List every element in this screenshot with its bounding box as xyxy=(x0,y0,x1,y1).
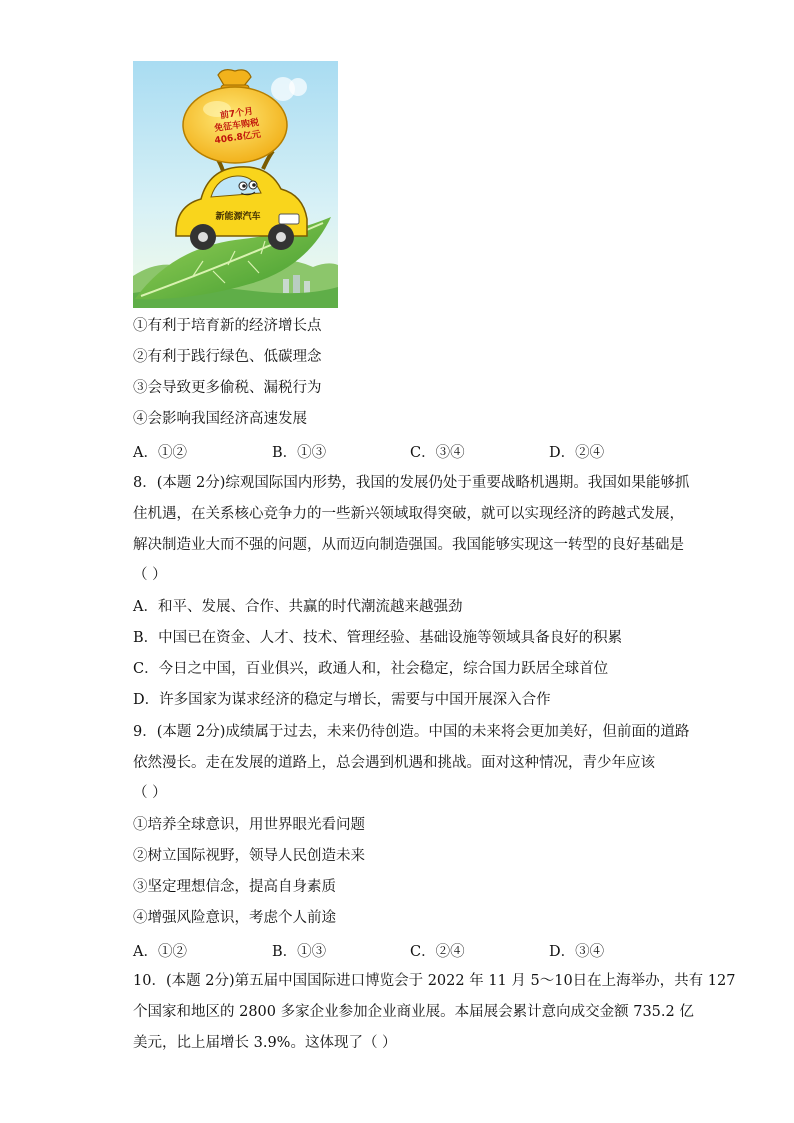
bag-line-2: 免征车购税 xyxy=(213,117,260,135)
q7-statement-3: ③会导致更多偷税、漏税行为 xyxy=(133,380,322,396)
q8-answer-blank: （ ） xyxy=(133,567,167,583)
q7-option-d[interactable]: D．②④ xyxy=(549,445,605,461)
car-label: 新能源汽车 xyxy=(215,212,261,222)
q8-option-a[interactable]: A．和平、发展、合作、共赢的时代潮流越来越强劲 xyxy=(133,599,463,615)
q8-stem-line-1: 8．(本题 2分)综观国际国内形势，我国的发展仍处于重要战略机遇期。我国如果能够抓 xyxy=(133,475,690,491)
q10-stem-line-2: 个国家和地区的 2800 多家企业参加企业商业展。本届展会累计意向成交金额 735.2 亿 xyxy=(133,1004,694,1020)
q9-option-b[interactable]: B．①③ xyxy=(272,944,327,960)
q9-stem-line-1: 9．(本题 2分)成绩属于过去，未来仍待创造。中国的未来将会更加美好，但前面的道路 xyxy=(133,724,690,740)
bag-line-1: 前7个月 xyxy=(219,106,254,122)
q7-statement-1: ①有利于培育新的经济增长点 xyxy=(133,318,322,334)
q9-option-a[interactable]: A．①② xyxy=(133,944,187,960)
bag-line-3: 406.8亿元 xyxy=(214,129,262,147)
q9-option-c[interactable]: C．②④ xyxy=(410,944,465,960)
q8-option-c[interactable]: C．今日之中国，百业俱兴，政通人和，社会稳定，综合国力跃居全球首位 xyxy=(133,661,609,677)
q9-options xyxy=(133,940,693,960)
new-energy-car-illustration xyxy=(133,61,338,308)
q7-option-b[interactable]: B．①③ xyxy=(272,445,327,461)
q9-statement-1: ①培养全球意识，用世界眼光看问题 xyxy=(133,817,365,833)
q9-statement-4: ④增强风险意识，考虑个人前途 xyxy=(133,910,336,926)
q9-stem-line-2: 依然漫长。走在发展的道路上，总会遇到机遇和挑战。面对这种情况，青少年应该 xyxy=(133,755,655,771)
q7-options xyxy=(133,441,693,461)
q9-option-d[interactable]: D．③④ xyxy=(549,944,605,960)
q10-stem-line-1: 10．(本题 2分)第五届中国国际进口博览会于 2022 年 11 月 5～10日在上海举办，共有 127 xyxy=(133,973,736,989)
q7-statement-2: ②有利于践行绿色、低碳理念 xyxy=(133,349,322,365)
q8-option-b[interactable]: B．中国已在资金、人才、技术、管理经验、基础设施等领域具备良好的积累 xyxy=(133,630,623,646)
q9-statement-3: ③坚定理想信念，提高自身素质 xyxy=(133,879,336,895)
q8-stem-line-2: 住机遇，在关系核心竞争力的一些新兴领域取得突破，就可以实现经济的跨越式发展， xyxy=(133,506,684,522)
q7-option-c[interactable]: C．③④ xyxy=(410,445,465,461)
q9-statement-2: ②树立国际视野，领导人民创造未来 xyxy=(133,848,365,864)
q8-stem-line-3: 解决制造业大而不强的问题，从而迈向制造强国。我国能够实现这一转型的良好基础是 xyxy=(133,537,684,553)
q7-option-a[interactable]: A．①② xyxy=(133,445,187,461)
q7-statement-4: ④会影响我国经济高速发展 xyxy=(133,411,307,427)
q8-option-d[interactable]: D．许多国家为谋求经济的稳定与增长，需要与中国开展深入合作 xyxy=(133,692,551,708)
q9-answer-blank: （ ） xyxy=(133,785,167,801)
q10-stem-line-3: 美元，比上届增长 3.9%。这体现了（ ） xyxy=(133,1035,397,1051)
